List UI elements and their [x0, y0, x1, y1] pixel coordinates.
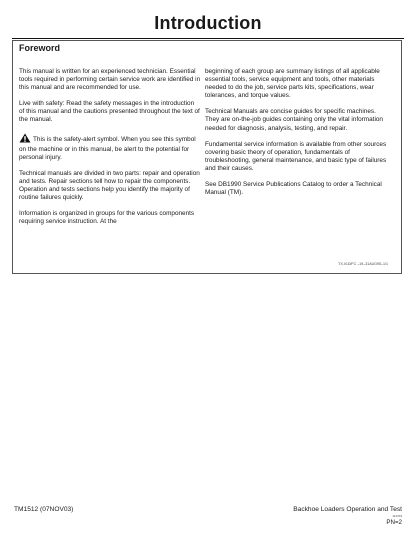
paragraph-group-listings: beginning of each group are summary listings of all applicable essential tools, service equipment and tools, other materials needed to do the job, service parts kits, specifications, wear tolerances, and torque values. [205, 68, 380, 100]
warning-triangle-icon [19, 133, 31, 146]
paragraph-safety-alert [19, 133, 201, 162]
paragraph-groups: Information is organized in groups for the various components requiring service instruction. At the [19, 210, 195, 226]
page-number: PN=2 [386, 519, 402, 526]
paragraph-manual-parts: Technical manuals are divided in two parts: repair and operation and tests. Repair sections tell how to repair the components. Operation and tests sections help you identify the majority of routine failures quickly. [19, 169, 200, 202]
page-title: Introduction [154, 13, 262, 33]
paragraph-catalog: See DB1990 Service Publications Catalog to order a Technical Manual (TM). [205, 181, 382, 197]
left-column [19, 68, 201, 234]
footer-manual-title: Backhoe Loaders Operation and Test [293, 506, 402, 513]
paragraph-intro: This manual is written for an experienced technician. Essential tools required in performing certain service work are identified in this manual and are recommended for use. [19, 68, 201, 92]
reference-code: TX,I/1D/FC –19–31AUG95–1/1 [338, 262, 388, 266]
safety-alert-text: This is the safety-alert symbol. When you see this symbol on the machine or in this manual, be alert to the potential for personal injury. [19, 135, 196, 161]
paragraph-safety: Live with safety: Read the safety messages in the introduction of this manual and the cautions presented throughout the text of the manual. [19, 100, 200, 124]
paragraph-technical-manuals: Technical Manuals are concise guides for specific machines. They are on-the-job guides containing only the vital information needed for diagnosis, analysis, testing, and repair. [205, 108, 383, 132]
title-rule [12, 38, 404, 39]
section-heading: Foreword [19, 43, 61, 53]
paragraph-fundamental-info: Fundamental service information is available from other sources covering basic theory of operation, fundamentals of troubleshooting, general maintenance, and basic type of failures and their causes. [205, 140, 387, 172]
right-column [205, 68, 387, 205]
footer-manual-id: TM1512 (07NOV03) [14, 506, 74, 513]
footer-small-code: 111703 [392, 514, 402, 518]
